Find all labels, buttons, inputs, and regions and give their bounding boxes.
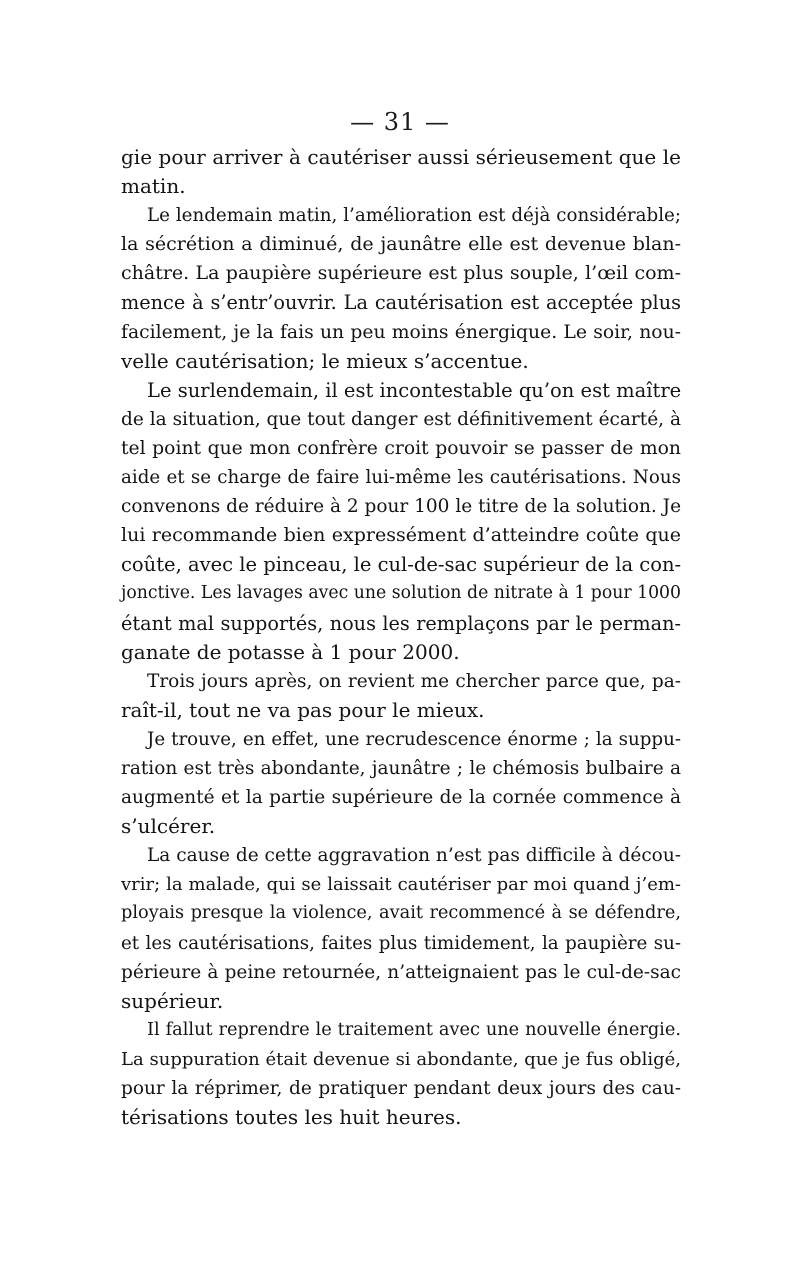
text-line: Le lendemain matin, l’amélioration est déjà considérable; bbox=[147, 205, 681, 227]
text-line: étant mal supportés, nous les remplaçons par le perman- bbox=[121, 611, 681, 635]
text-line: et les cautérisations, faites plus timidement, la paupière su- bbox=[121, 932, 681, 954]
text-line: Je trouve, en effet, une recrudescence énorme ; la suppu- bbox=[147, 728, 681, 750]
text-line: augmenté et la partie supérieure de la cornée commence à bbox=[121, 787, 681, 809]
text-line: de la situation, que tout danger est définitivement écarté, à bbox=[121, 408, 681, 430]
text-line: vrir; la malade, qui se laissait cautériser par moi quand j’em- bbox=[121, 874, 681, 896]
text-line: supérieur. bbox=[121, 988, 224, 1013]
text-line: jonctive. Les lavages avec une solution de nitrate à 1 pour 1000 bbox=[121, 583, 681, 604]
body-text bbox=[121, 143, 681, 1132]
text-line: Trois jours après, on revient me chercher parce que, pa- bbox=[147, 670, 681, 692]
text-line: coûte, avec le pinceau, le cul-de-sac supérieur de la con- bbox=[121, 553, 682, 577]
text-line: facilement, je la fais un peu moins énergique. Le soir, nou- bbox=[121, 321, 681, 343]
text-line: Il fallut reprendre le traitement avec une nouvelle énergie. bbox=[147, 1019, 681, 1040]
text-line: La cause de cette aggravation n’est pas difficile à décou- bbox=[147, 845, 681, 867]
text-line: la sécrétion a diminué, de jaunâtre elle est devenue blan- bbox=[121, 233, 681, 256]
text-line: ganate de potasse à 1 pour 2000. bbox=[121, 639, 460, 664]
text-line: ration est très abondante, jaunâtre ; le chémosis bulbaire a bbox=[121, 757, 681, 779]
text-line: Le surlendemain, il est incontestable qu’on est maître bbox=[147, 378, 682, 402]
text-line: térisations toutes les huit heures. bbox=[121, 1105, 462, 1130]
text-line: convenons de réduire à 2 pour 100 le titre de la solution. Je bbox=[121, 496, 682, 518]
text-line: tel point que mon confrère croit pouvoir se passer de mon bbox=[121, 437, 681, 459]
page-number: — 31 — bbox=[350, 108, 450, 136]
text-line: châtre. La paupière supérieure est plus souple, l’œil com- bbox=[121, 262, 681, 285]
text-line: ployais presque la violence, avait recommencé à se défendre, bbox=[121, 903, 681, 924]
text-line: mence à s’entr’ouvrir. La cautérisation est acceptée plus bbox=[121, 291, 681, 315]
text-line: pour la réprimer, de pratiquer pendant deux jours des cau- bbox=[121, 1078, 681, 1099]
text-line: velle cautérisation; le mieux s’accentue. bbox=[121, 348, 529, 373]
text-line: lui recommande bien expressément d’atteindre coûte que bbox=[121, 524, 681, 547]
text-line: La suppuration était devenue si abondante, que je fus obligé, bbox=[121, 1048, 681, 1070]
text-line: aide et se charge de faire lui-même les cautérisations. Nous bbox=[121, 467, 681, 489]
text-line: gie pour arriver à cautériser aussi sérieusement que le bbox=[121, 145, 681, 169]
text-line: périeure à peine retournée, n’atteignaient pas le cul-de-sac bbox=[121, 961, 681, 983]
text-line: matin. bbox=[121, 174, 186, 199]
text-line: raît-il, tout ne va pas pour le mieux. bbox=[121, 697, 485, 722]
text-line: s’ulcérer. bbox=[121, 814, 216, 839]
